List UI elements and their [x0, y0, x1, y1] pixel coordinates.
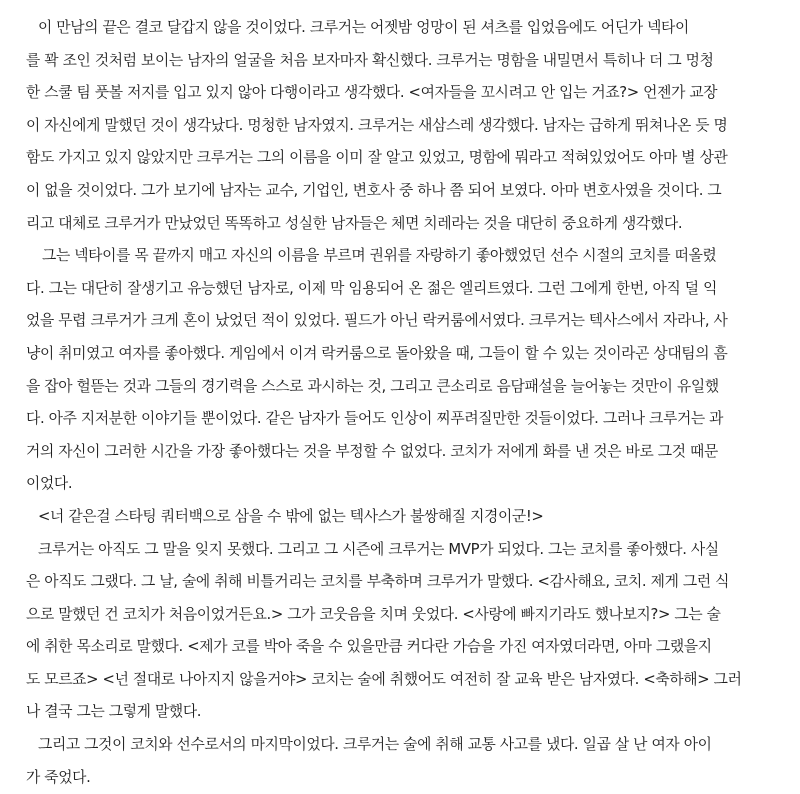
- text-line: 은 아직도 그랬다. 그 날, 술에 취해 비틀거리는 코치를 부축하며 크루거가 말했다. <감사해요, 코치. 제게 그런 식: [26, 573, 730, 591]
- paragraph-3-dialogue: [26, 501, 770, 534]
- text-line: 함도 가지고 있지 않았지만 크루거는 그의 이름을 이미 잘 알고 있었고, 명함에 뭐라고 적혀있었어도 아마 별 상관: [26, 149, 728, 167]
- text-line: 다. 그는 대단히 잘생기고 유능했던 남자로, 이제 막 임용되어 온 젊은 엘리트였다. 그런 그에게 한번, 아직 덜 익: [26, 279, 718, 297]
- text-line: 이었다.: [26, 475, 73, 493]
- text-line: <너 같은걸 스타팅 쿼터백으로 삼을 수 밖에 없는 텍사스가 불쌍해질 지경이군!>: [38, 507, 544, 525]
- paragraph-5: [26, 729, 770, 794]
- text-line: 도 모르죠> <넌 절대로 나아지지 않을거야> 코치는 술에 취했어도 여전히 잘 교육 받은 남자였다. <축하해> 그러: [26, 670, 742, 688]
- text-line: 가 죽었다.: [26, 768, 91, 786]
- text-line: 를 꽉 조인 것처럼 보이는 남자의 얼굴을 처음 보자마자 확신했다. 크루거는 명함을 내밀면서 특히나 더 그 멍청: [26, 51, 714, 69]
- text-line: 한 스쿨 팀 풋볼 저지를 입고 있지 않아 다행이라고 생각했다. <여자들을 꼬시려고 안 입는 거죠?> 언젠가 교장: [26, 84, 718, 102]
- text-line: 이 자신에게 말했던 것이 생각났다. 멍청한 남자였지. 크루거는 새삼스레 생각했다. 남자는 급하게 뛰쳐나온 듯 명: [26, 116, 728, 134]
- text-line: 에 취한 목소리로 말했다. <제가 코를 박아 죽을 수 있을만큼 커다란 가슴을 가진 여자였더라면, 아마 그랬을지: [26, 638, 712, 656]
- text-line: 크루거는 아직도 그 말을 잊지 못했다. 그리고 그 시즌에 크루거는 MVP가 되었다. 그는 코치를 좋아했다. 사실: [38, 540, 719, 558]
- text-line: 으로 말했던 건 코치가 처음이었거든요.> 그가 코웃음을 치며 웃었다. <사랑에 빠지기라도 했나보지?> 그는 술: [26, 605, 721, 623]
- paragraph-4: [26, 534, 770, 730]
- paragraph-1: [26, 12, 770, 240]
- text-line: 었을 무렵 크루거가 크게 혼이 났었던 적이 있었다. 필드가 아닌 락커룸에서였다. 크루거는 텍사스에서 자라나, 사: [26, 312, 728, 330]
- paragraph-2: [26, 240, 770, 501]
- text-line: 그는 넥타이를 목 끝까지 매고 자신의 이름을 부르며 권위를 자랑하기 좋아했었던 선수 시절의 코치를 떠올렸: [42, 247, 717, 265]
- text-line: 거의 자신이 그러한 시간을 가장 좋아했다는 것을 부정할 수 없었다. 코치가 저에게 화를 낸 것은 바로 그것 때문: [26, 442, 718, 460]
- text-line: 다. 아주 지저분한 이야기들 뿐이었다. 같은 남자가 들어도 인상이 찌푸려질만한 것들이었다. 그러나 크루거는 과: [26, 410, 724, 428]
- text-line: 이 만남의 끝은 결코 달갑지 않을 것이었다. 크루거는 어젯밤 엉망이 된 셔츠를 입었음에도 어딘가 넥타이: [38, 19, 689, 36]
- text-line: 리고 대체로 크루거가 만났었던 똑똑하고 성실한 남자들은 체면 치레라는 것을 대단히 중요하게 생각했다.: [26, 214, 683, 232]
- text-line: 이 없을 것이었다. 그가 보기에 남자는 교수, 기업인, 변호사 중 하나 쯤 되어 보였다. 아마 변호사였을 것이다. 그: [26, 181, 722, 199]
- text-line: 나 결국 그는 그렇게 말했다.: [26, 703, 202, 721]
- text-line: 그리고 그것이 코치와 선수로서의 마지막이었다. 크루거는 술에 취해 교통 사고를 냈다. 일곱 살 난 여자 아이: [38, 736, 712, 754]
- text-line: 을 잡아 헐뜯는 것과 그들의 경기력을 스스로 과시하는 것, 그리고 큰소리로 음담패설을 늘어놓는 것만이 유일했: [26, 377, 719, 395]
- text-line: 냥이 취미였고 여자를 좋아했다. 게임에서 이겨 락커룸으로 돌아왔을 때, 그들이 할 수 있는 것이라곤 상대팀의 흠: [26, 344, 728, 362]
